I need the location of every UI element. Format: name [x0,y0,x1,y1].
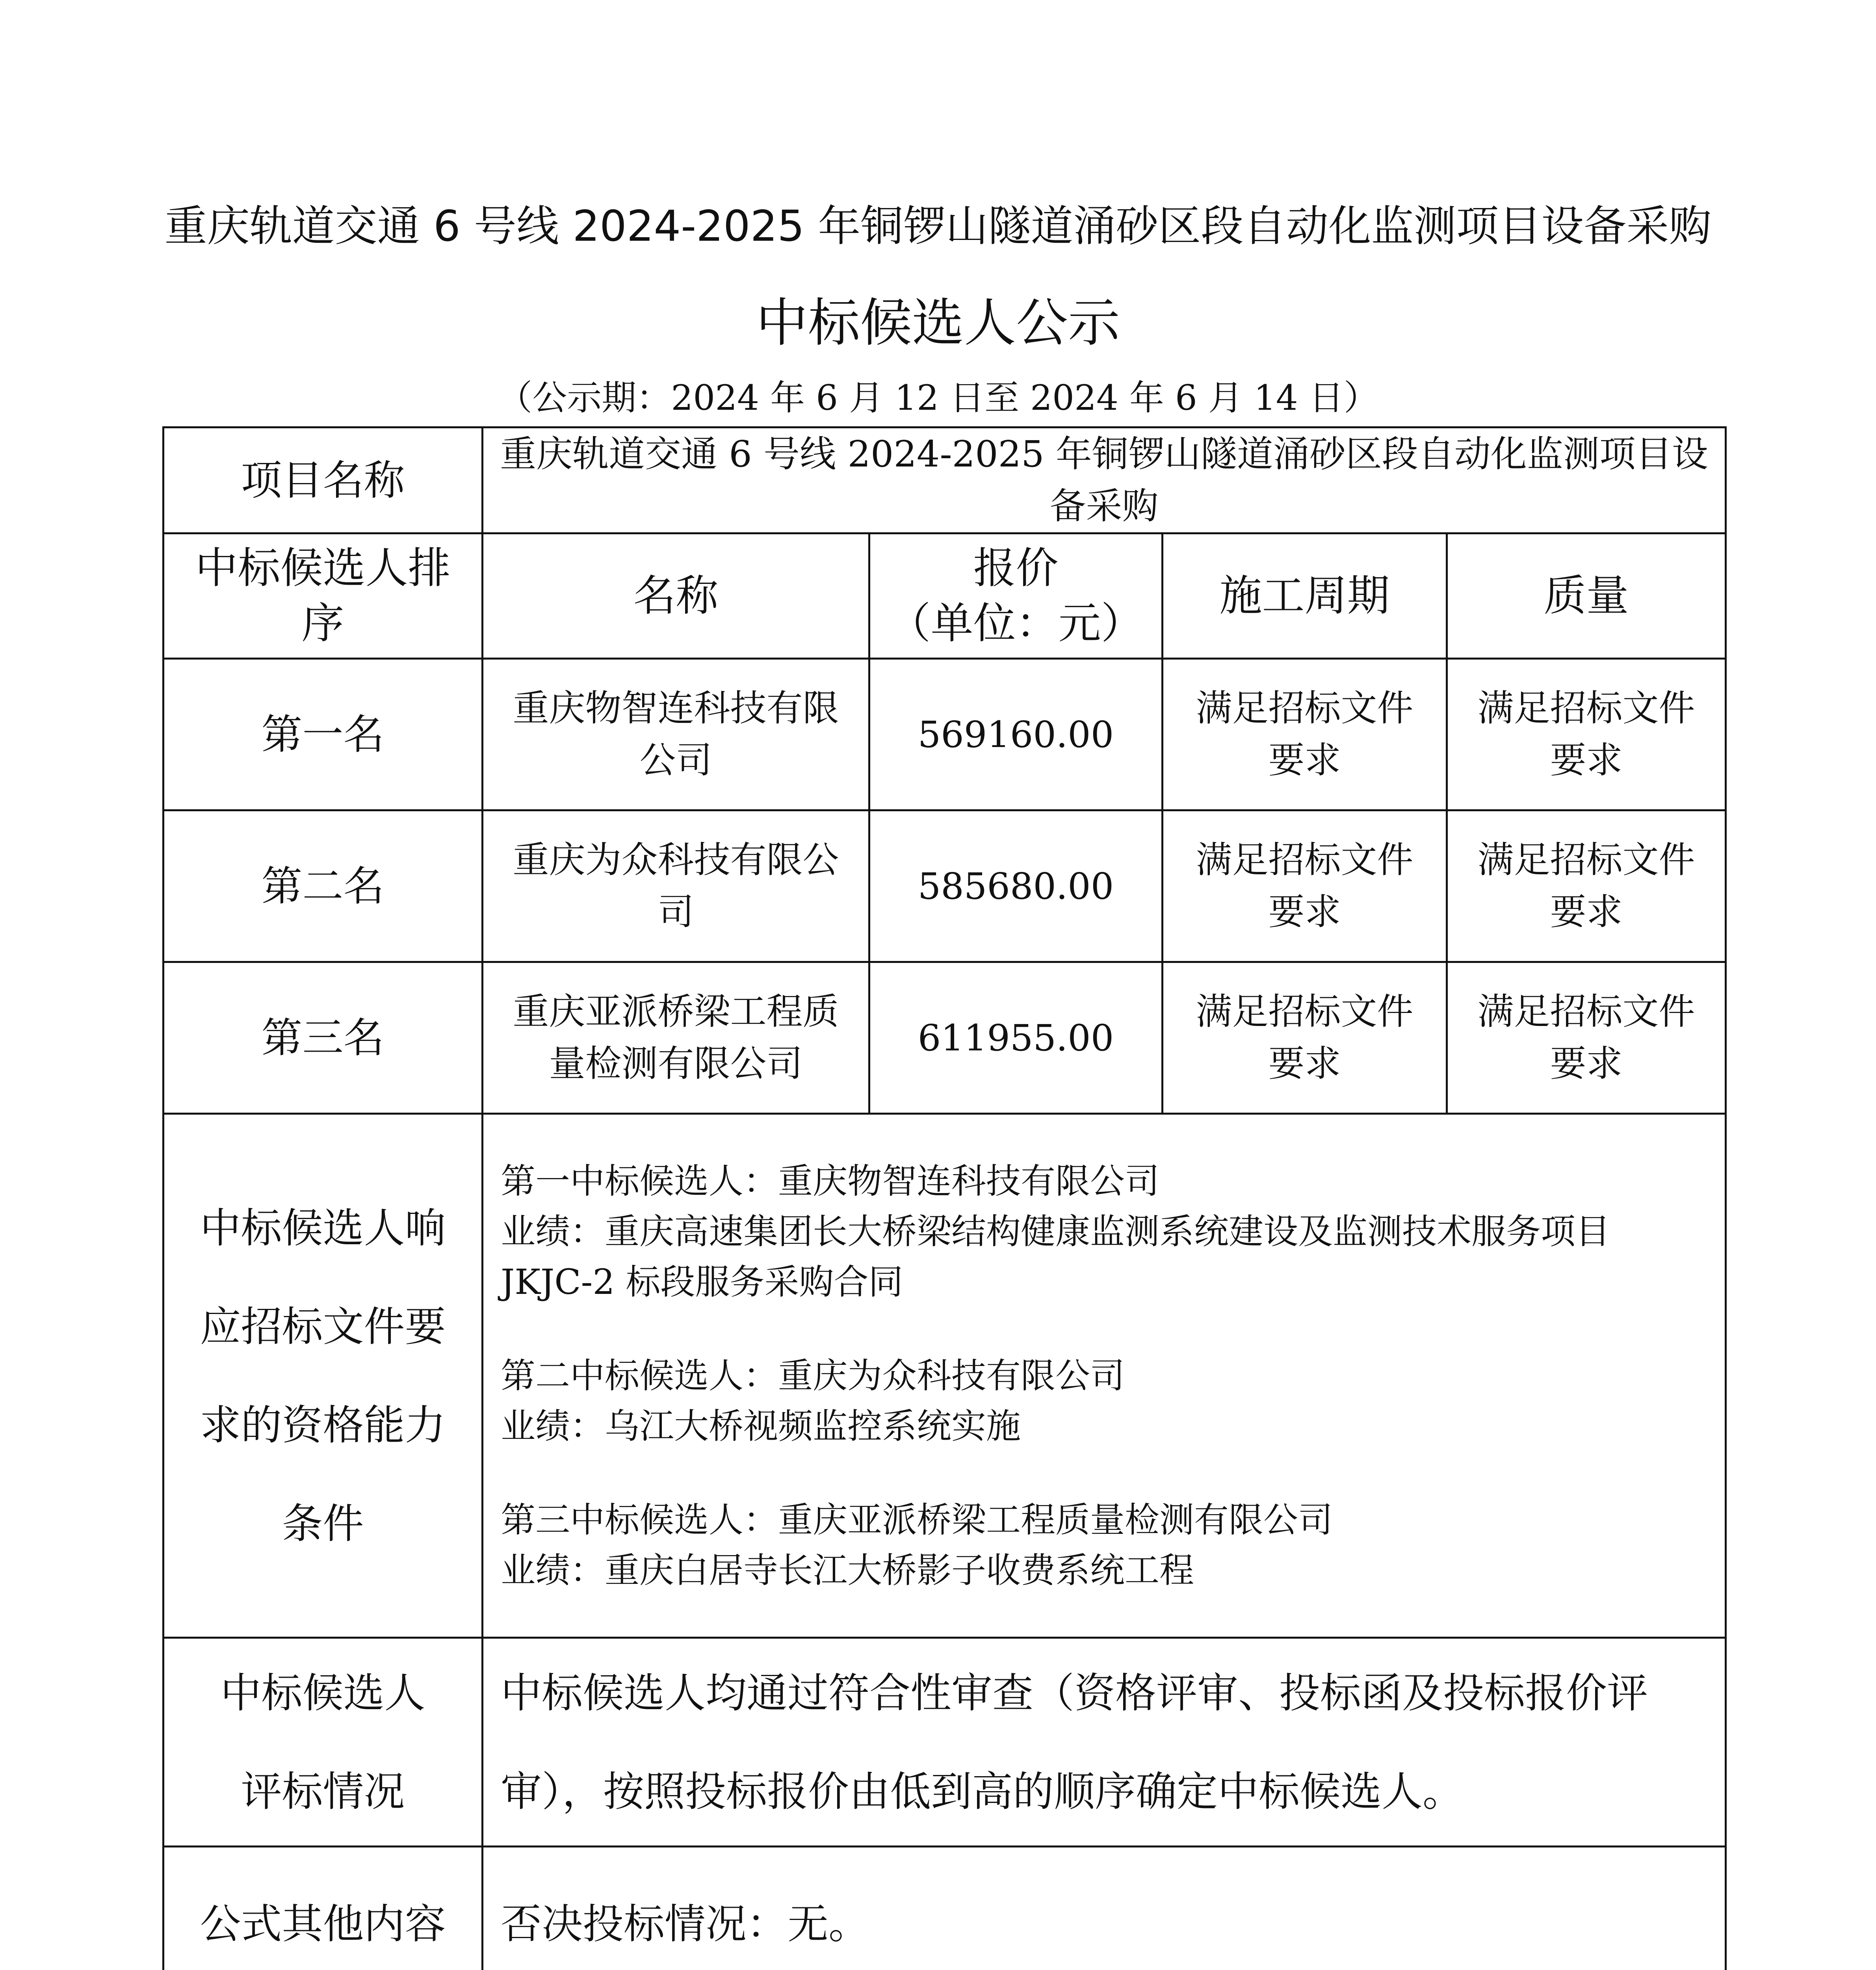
candidate-name: 重庆物智连科技有限公司 [483,659,869,810]
qualification-label: 中标候选人响应招标文件要求的资格能力条件 [163,1114,483,1638]
quality-header: 质量 [1447,533,1726,659]
price-header-unit: （单位：元） [888,598,1144,648]
project-name-label: 项目名称 [163,427,483,533]
other-content-row [163,1847,1726,1970]
qualification-content [483,1114,1726,1638]
other-content-label: 公式其他内容 [163,1847,483,1970]
qualification-candidate-2: 第二中标候选人：重庆为众科技有限公司 [501,1355,1125,1396]
qualification-performance-1: 业绩：重庆高速集团长大桥梁结构健康监测系统建设及监测技术服务项目 JKJC-2 标段服务采购合同 [501,1211,1610,1302]
project-row [163,427,1726,533]
candidate-quality: 满足招标文件要求 [1447,962,1726,1114]
table-row [163,659,1726,810]
candidate-name: 重庆为众科技有限公司 [483,810,869,962]
qualification-candidate-1: 第一中标候选人：重庆物智连科技有限公司 [501,1160,1160,1201]
candidate-period: 满足招标文件要求 [1163,962,1447,1114]
evaluation-row [163,1638,1726,1847]
candidate-rank: 第三名 [163,962,483,1114]
candidate-quality: 满足招标文件要求 [1447,810,1726,962]
rank-header: 中标候选人排序 [163,533,483,659]
price-header-title: 报价 [973,543,1059,593]
document-title: 重庆轨道交通 6 号线 2024-2025 年铜锣山隧道涌砂区段自动化监测项目设备采购 [164,202,1712,251]
project-name-value: 重庆轨道交通 6 号线 2024-2025 年铜锣山隧道涌砂区段自动化监测项目设备采购 [483,427,1726,533]
evaluation-label: 中标候选人评标情况 [163,1638,483,1847]
document-subtitle: 中标候选人公示 [756,293,1120,353]
candidate-rank: 第一名 [163,659,483,810]
price-header [869,533,1163,659]
candidate-price: 611955.00 [869,962,1163,1114]
table-row [163,962,1726,1114]
qualification-performance-2: 业绩：乌江大桥视频监控系统实施 [501,1405,1021,1446]
candidate-name: 重庆亚派桥梁工程质量检测有限公司 [483,962,869,1114]
candidate-quality: 满足招标文件要求 [1447,659,1726,810]
candidate-period: 满足招标文件要求 [1163,810,1447,962]
evaluation-text: 中标候选人均通过符合性审查（资格评审、投标函及投标报价评审），按照投标报价由低到高的顺序确定中标候选人。 [483,1638,1726,1847]
spacer [501,1307,1707,1351]
candidate-period: 满足招标文件要求 [1163,659,1447,810]
candidate-table [162,426,1727,1970]
table-row [163,810,1726,962]
other-content-text: 否决投标情况：无。 [483,1847,1726,1970]
name-header: 名称 [483,533,869,659]
qualification-performance-3: 业绩：重庆白居寺长江大桥影子收费系统工程 [501,1550,1194,1591]
publicity-period: （公示期：2024 年 6 月 12 日至 2024 年 6 月 14 日） [498,377,1378,418]
period-header: 施工周期 [1163,533,1447,659]
candidate-price: 585680.00 [869,810,1163,962]
spacer [501,1451,1707,1495]
qualification-row [163,1114,1726,1638]
column-header-row [163,533,1726,659]
candidate-rank: 第二名 [163,810,483,962]
qualification-candidate-3: 第三中标候选人：重庆亚派桥梁工程质量检测有限公司 [501,1499,1333,1540]
candidate-price: 569160.00 [869,659,1163,810]
